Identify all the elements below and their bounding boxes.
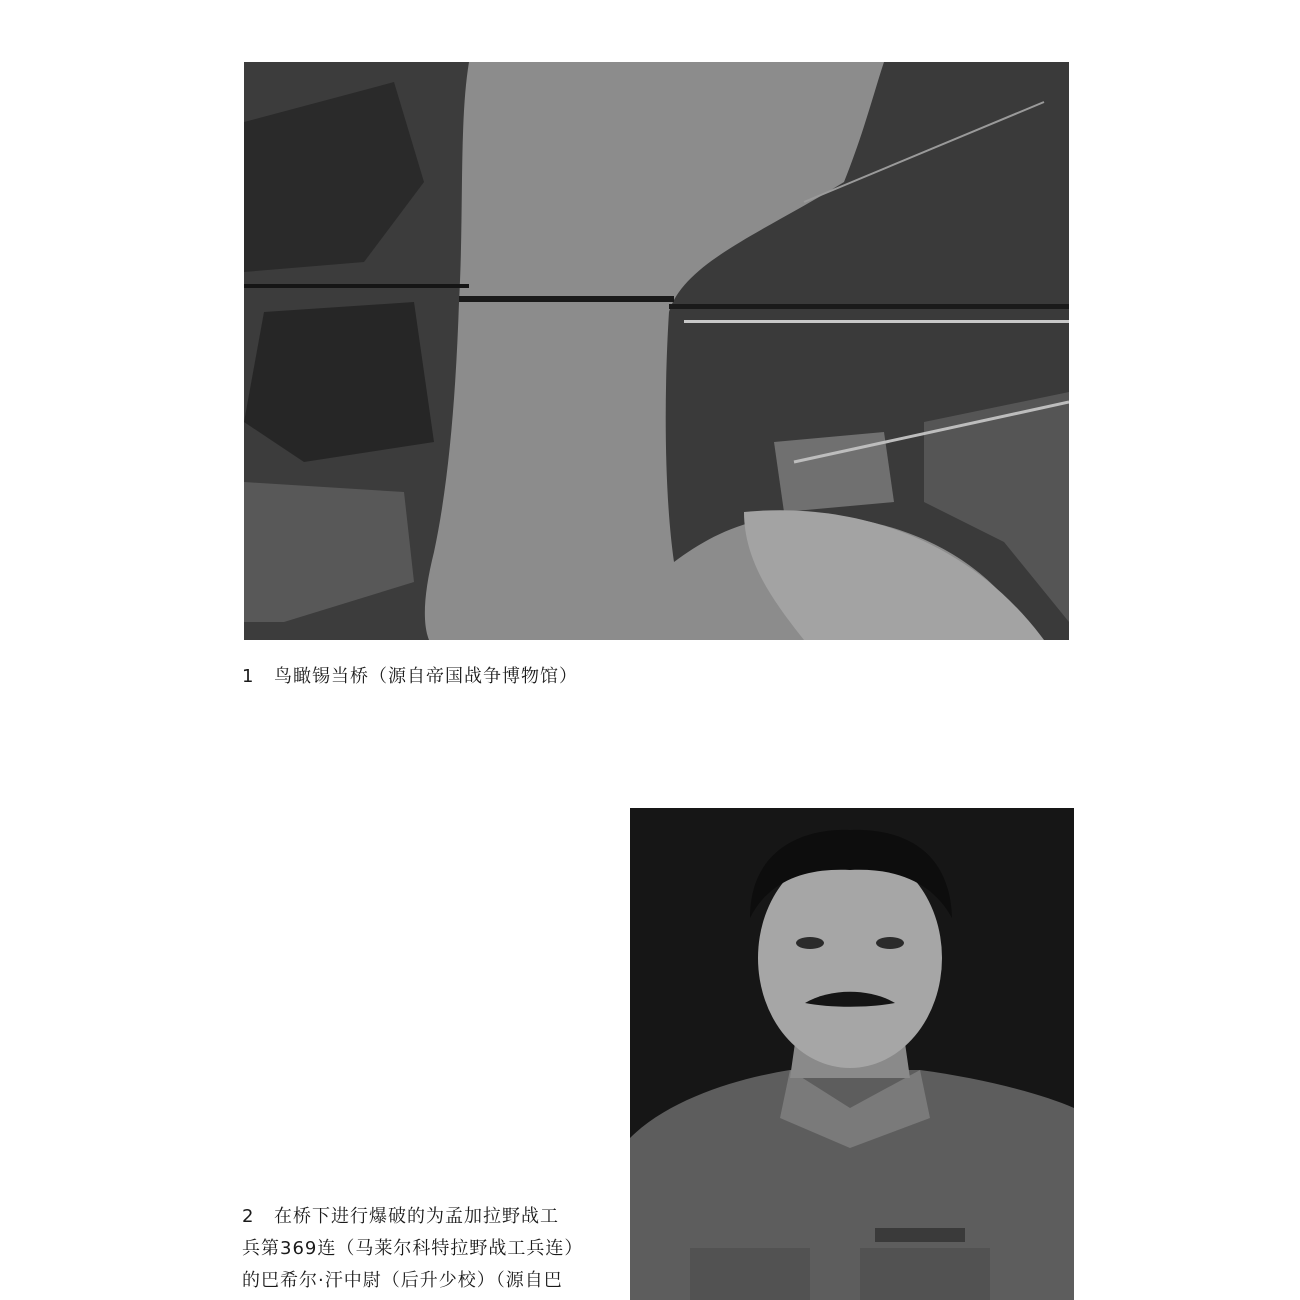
officer-portrait-image: [630, 808, 1074, 1300]
figure-2-caption-line-3: 的巴希尔·汗中尉（后升少校）（源自巴: [242, 1270, 563, 1291]
figure-1-number: 1: [242, 666, 255, 687]
aerial-bridge-photo: [244, 62, 1069, 640]
aerial-bridge-image: [244, 62, 1069, 640]
figure-2-caption-line-2: 兵第369连（马莱尔科特拉野战工兵连）: [242, 1238, 584, 1259]
figure-2-caption: [242, 1201, 614, 1297]
figure-1-caption: [242, 661, 578, 693]
figure-2-number: 2: [242, 1206, 255, 1227]
officer-portrait-photo: [630, 808, 1074, 1300]
figure-1-caption-text: 鸟瞰锡当桥（源自帝国战争博物馆）: [274, 666, 578, 687]
figure-2-caption-line-1: [242, 1201, 614, 1233]
figure-2-caption-text-1: 在桥下进行爆破的为孟加拉野战工: [274, 1206, 559, 1227]
